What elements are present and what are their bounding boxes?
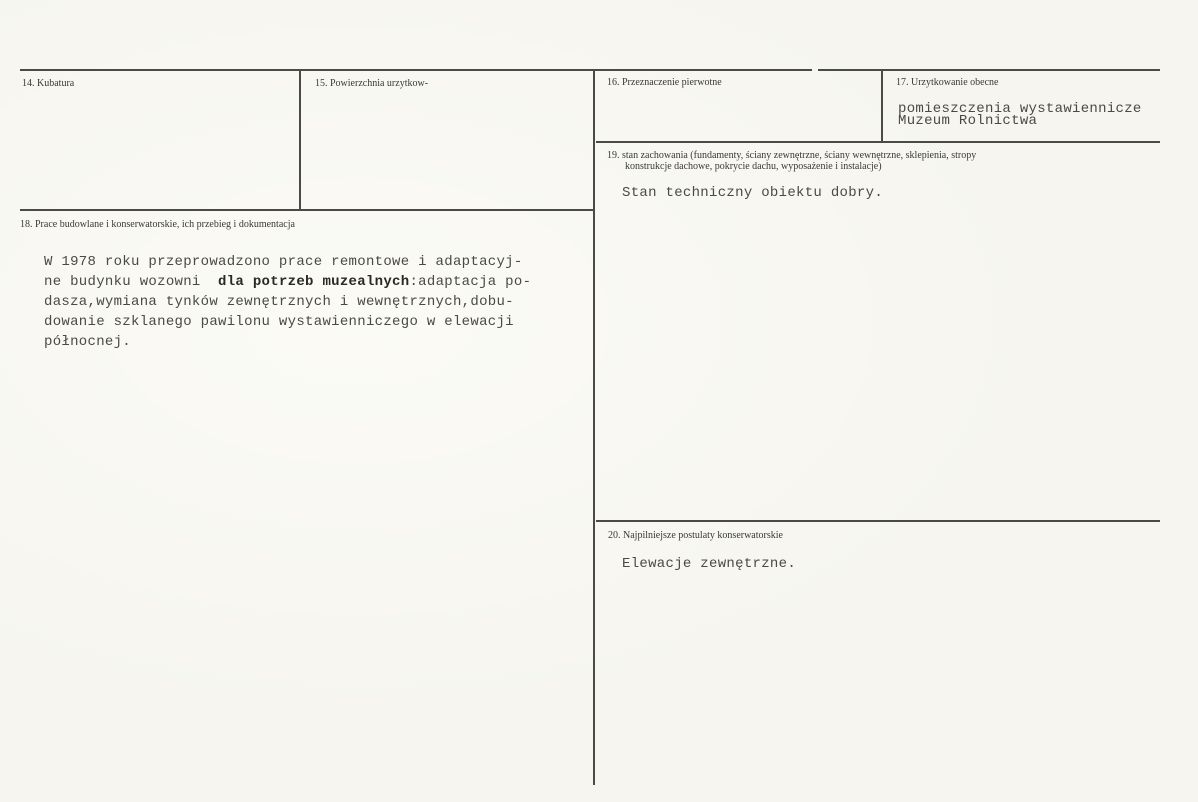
field-19-label-line2: konstrukcje dachowe, pokrycie dachu, wyposażenie i instalacje) [625,161,882,172]
top-rule-left [20,69,812,71]
field-17-value-line1: pomieszczenia wystawiennicze [898,101,1142,117]
divider-16-17 [881,69,883,142]
field-18-line2 [44,272,531,292]
field-18-line1: W 1978 roku przeprowadzono prace remontowe i adaptacyj- [44,254,523,270]
field-19-value: Stan techniczny obiektu dobry. [622,185,884,201]
field-18-line3: dasza,wymiana tynków zewnętrznych i wewnętrznych,dobu- [44,294,514,310]
field-18-line4: dowanie szklanego pawilonu wystawienniczego w elewacji [44,314,514,330]
field-15-label: 15. Powierzchnia urzytkow- [315,78,429,89]
field-20-label: 20. Najpilniejsze postulaty konserwatorskie [608,530,783,541]
field-18-line2-start: ne budynku wozowni [44,274,219,290]
field-17-value-line2: Muzeum Rolnictwa [898,113,1038,129]
field-17-label: 17. Urzytkowanie obecne [896,77,999,88]
field-16-label: 16. Przeznaczenie pierwotne [607,77,722,88]
top-rule-right [818,69,1160,71]
rule-19-20 [596,520,1160,522]
row-rule-left [20,209,594,211]
field-19-label-line1: 19. stan zachowania (fundamenty, ściany zewnętrzne, ściany wewnętrzne, sklepienia, stropy [607,150,977,161]
field-20-value: Elewacje zewnętrzne. [622,556,797,572]
field-18-line5: północnej. [44,334,132,350]
field-18-line2-end: :adaptacja po- [409,274,532,290]
divider-center [593,69,595,785]
divider-14-15 [299,69,301,210]
field-14-label: 14. Kubatura [22,78,75,89]
field-18-line2-bold: dla potrzeb muzealnych [218,274,410,290]
row-rule-right [596,141,1160,143]
field-18-label: 18. Prace budowlane i konserwatorskie, ich przebieg i dokumentacja [20,219,295,230]
